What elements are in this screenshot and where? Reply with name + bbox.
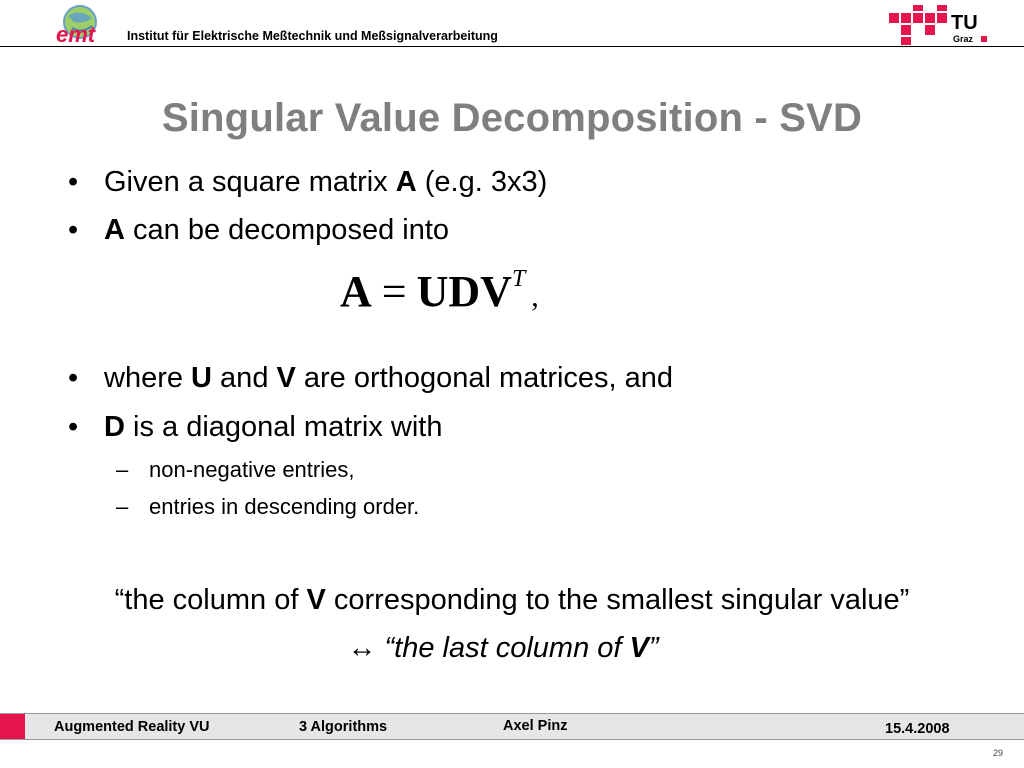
footer-course: Augmented Reality VU (54, 719, 210, 735)
bullet-icon: • (68, 362, 79, 394)
bullet-icon: • (68, 214, 79, 246)
slide-header (0, 0, 1024, 48)
footer-chapter: 3 Algorithms (299, 719, 388, 735)
equivalence-arrow-icon: ↔ (347, 632, 377, 664)
sub-bullet-item: – entries in descending order. (116, 494, 420, 519)
quote-line-2: ↔ “the last column of V” (347, 632, 659, 664)
institute-name: Institut für Elektrische Meßtechnik und Meßsignalverarbeitung (127, 29, 498, 43)
dash-icon: – (116, 457, 129, 482)
bullet-item: • Given a square matrix A (e.g. 3x3) (68, 166, 548, 198)
dash-icon: – (116, 494, 129, 519)
page-number: 29 (992, 748, 1003, 758)
quote-line-1: “the column of V corresponding to the smallest singular value” (114, 584, 910, 616)
bullet-item: • where U and V are orthogonal matrices, and (68, 362, 674, 394)
svd-formula: $A = UDV^T$, (340, 266, 539, 316)
tu-graz-logo-icon (889, 5, 993, 45)
header-divider (0, 46, 1024, 47)
svg-text:TU: TU (951, 12, 978, 34)
slide-title: Singular Value Decomposition - SVD (161, 96, 863, 140)
bullet-item: • A can be decomposed into (68, 214, 450, 246)
bullet-item: • D is a diagonal matrix with (68, 411, 443, 443)
sub-bullet-item: – non-negative entries, (116, 457, 355, 482)
emt-logo-icon (54, 4, 120, 46)
bullet-icon: • (68, 166, 79, 198)
footer-accent (0, 714, 25, 739)
footer-author: Axel Pinz (503, 718, 568, 734)
footer-date: 15.4.2008 (885, 721, 950, 737)
bullet-icon: • (68, 411, 79, 443)
svg-text:Graz: Graz (953, 34, 974, 44)
svg-text:emt: emt (56, 22, 96, 46)
slide-footer (0, 713, 1024, 740)
